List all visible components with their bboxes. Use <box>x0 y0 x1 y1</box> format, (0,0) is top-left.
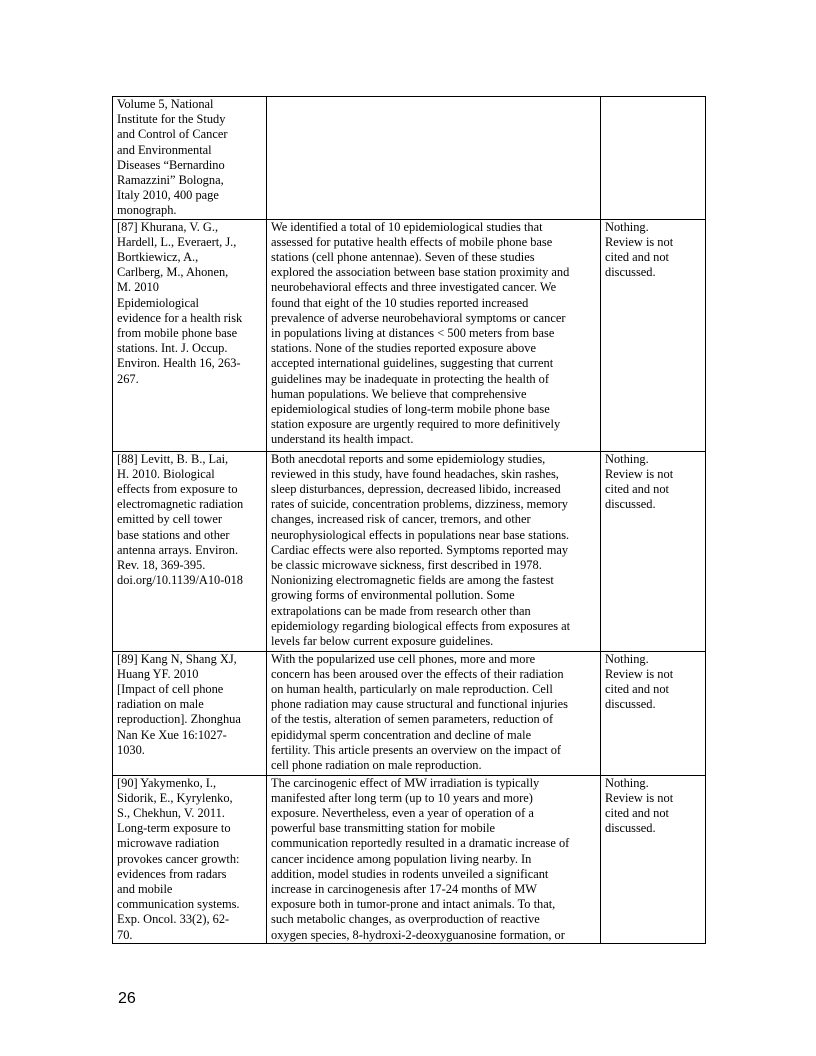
reference-cell: [90] Yakymenko, I., Sidorik, E., Kyrylenko, S., Chekhun, V. 2011. Long-term exposure to microwave radiation provokes cancer growth: evidences from radars and mobile communication systems. Exp. Oncol. 33(2), 62- 70. <box>113 775 267 943</box>
table-row <box>113 775 706 943</box>
reference-cell: Volume 5, National Institute for the Study and Control of Cancer and Environmental Diseases “Bernardino Ramazzini” Bologna, Italy 2010, 400 page monograph. <box>113 97 267 220</box>
abstract-cell <box>267 97 601 220</box>
reference-cell: [89] Kang N, Shang XJ, Huang YF. 2010 [Impact of cell phone radiation on male reproduction]. Zhonghua Nan Ke Xue 16:1027- 1030. <box>113 651 267 775</box>
abstract-cell: Both anecdotal reports and some epidemiology studies, reviewed in this study, have found headaches, skin rashes, sleep disturbances, depression, decreased libido, increased rates of suicide, concentration problems, dizziness, memory changes, increased risk of cancer, tremors, and other neurophysiological effects in populations near base stations. Cardiac effects were also reported. Symptoms reported may be classic microwave sickness, first described in 1978. Nonionizing electromagnetic fields are among the fastest growing forms of environmental pollution. Some extrapolations can be made from research other than epidemiology regarding biological effects from exposures at levels far below current exposure guidelines. <box>267 451 601 651</box>
reference-cell: [88] Levitt, B. B., Lai, H. 2010. Biological effects from exposure to electromagnetic radiation emitted by cell tower base stations and other antenna arrays. Environ. Rev. 18, 369-395. doi.org/10.1139/A10-018 <box>113 451 267 651</box>
table-row <box>113 97 706 220</box>
comment-cell: Nothing. Review is not cited and not discussed. <box>601 651 706 775</box>
comment-cell <box>601 97 706 220</box>
references-table <box>112 96 706 944</box>
comment-cell: Nothing. Review is not cited and not discussed. <box>601 775 706 943</box>
abstract-cell: With the popularized use cell phones, more and more concern has been aroused over the effects of their radiation on human health, particularly on male reproduction. Cell phone radiation may cause structural and functional injuries of the testis, alteration of semen parameters, reduction of epididymal sperm concentration and decline of male fertility. This article presents an overview on the impact of cell phone radiation on male reproduction. <box>267 651 601 775</box>
reference-cell: [87] Khurana, V. G., Hardell, L., Everaert, J., Bortkiewicz, A., Carlberg, M., Ahonen, M. 2010 Epidemiological evidence for a health risk from mobile phone base stations. Int. J. Occup. Environ. Health 16, 263- 267. <box>113 219 267 451</box>
page-number: 26 <box>118 990 136 1007</box>
table-row <box>113 651 706 775</box>
abstract-cell: We identified a total of 10 epidemiological studies that assessed for putative health effects of mobile phone base stations (cell phone antennae). Seven of these studies explored the association between base station proximity and neurobehavioral effects and three investigated cancer. We found that eight of the 10 studies reported increased prevalence of adverse neurobehavioral symptoms or cancer in populations living at distances < 500 meters from base stations. None of the studies reported exposure above accepted international guidelines, suggesting that current guidelines may be inadequate in protecting the health of human populations. We believe that comprehensive epidemiological studies of long-term mobile phone base station exposure are urgently required to more definitively understand its health impact. <box>267 219 601 451</box>
abstract-cell: The carcinogenic effect of MW irradiation is typically manifested after long term (up to 10 years and more) exposure. Nevertheless, even a year of operation of a powerful base transmitting station for mobile communication reportedly resulted in a dramatic increase of cancer incidence among population living nearby. In addition, model studies in rodents unveiled a significant increase in carcinogenesis after 17-24 months of MW exposure both in tumor-prone and intact animals. To that, such metabolic changes, as overproduction of reactive oxygen species, 8-hydroxi-2-deoxyguanosine formation, or <box>267 775 601 943</box>
comment-cell: Nothing. Review is not cited and not discussed. <box>601 219 706 451</box>
table-row <box>113 219 706 451</box>
table-row <box>113 451 706 651</box>
comment-cell: Nothing. Review is not cited and not discussed. <box>601 451 706 651</box>
